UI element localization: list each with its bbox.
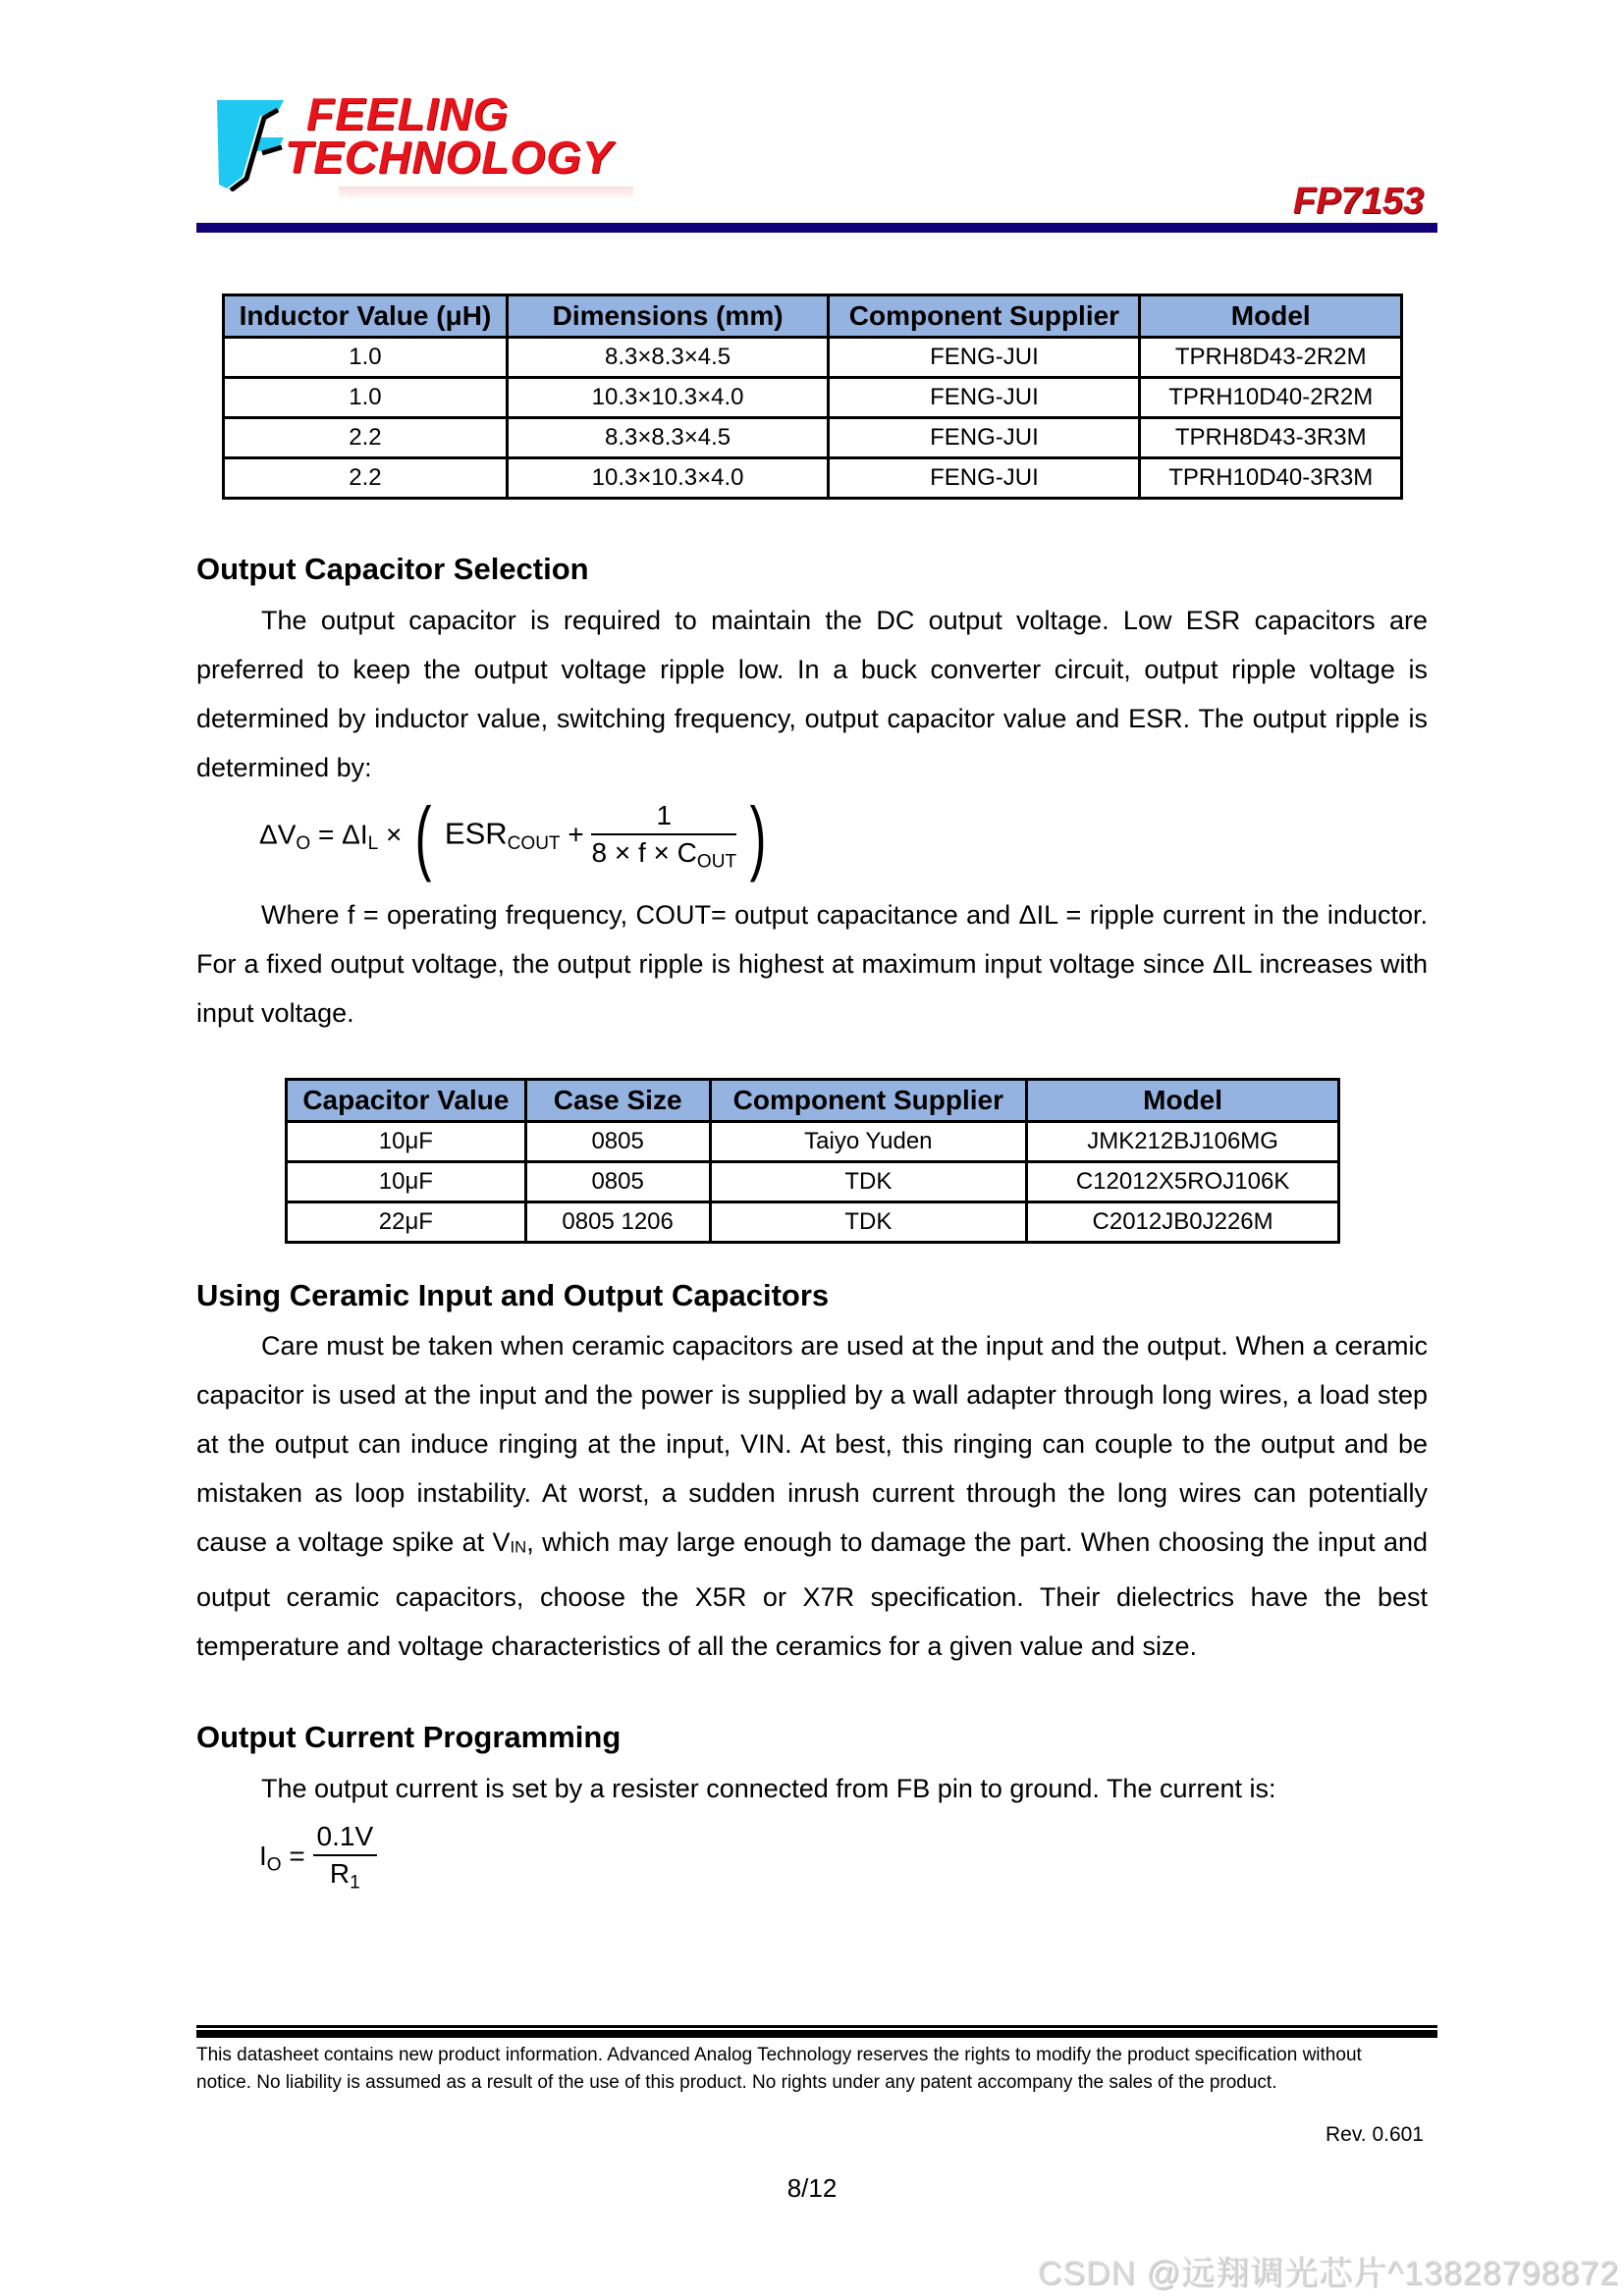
table-cell: FENG-JUI bbox=[829, 418, 1140, 458]
watermark: CSDN @远翔调光芯片^13828798872 bbox=[1037, 2255, 1619, 2292]
section-heading-ceramic-capacitors: Using Ceramic Input and Output Capacitors bbox=[196, 1278, 830, 1312]
page-number: 8/12 bbox=[786, 2173, 838, 2203]
table-cell: TPRH8D43-3R3M bbox=[1140, 418, 1402, 458]
paragraph-ceramic-capacitors: Care must be taken when ceramic capacitors are used at the input and the output. When a ceramic capacitor is used at the input and the power is supplied by a wall adapter through long wires, a load step at the output can induce ringing at the input, VIN. At best, this ringing can couple to the output and be mistaken as loop instability. At worst, a sudden inrush current through the long wires can potentially cause a voltage spike at $V_{IN}$, which may large enough to damage the part. When choosing the input and output ceramic capacitors, choose the X5R or X7R specification. Their dielectrics have the best temperature and voltage characteristics of all the ceramics for a given value and size. bbox=[196, 1331, 1428, 1661]
table-cell: JMK212BJ106MG bbox=[1027, 1122, 1339, 1162]
table-cell: 8.3×8.3×4.5 bbox=[507, 418, 829, 458]
column-header: Capacitor Value bbox=[287, 1080, 526, 1122]
table-row bbox=[224, 458, 1402, 499]
section-heading-current-programming: Output Current Programming bbox=[196, 1720, 622, 1754]
table-row bbox=[224, 418, 1402, 458]
table-cell: 2.2 bbox=[224, 418, 508, 458]
table-cell: 10μF bbox=[287, 1162, 526, 1202]
table-header-row bbox=[287, 1080, 1339, 1122]
column-header: Model bbox=[1027, 1080, 1339, 1122]
fraction: $\frac{0.1V}{R_1}$ bbox=[313, 1821, 378, 1895]
column-header: Component Supplier bbox=[829, 295, 1140, 338]
table-cell: 1.0 bbox=[224, 338, 508, 378]
fraction: $\frac{1}{8 \times f \times C_{OUT}}$ bbox=[591, 799, 737, 873]
table-cell: FENG-JUI bbox=[829, 338, 1140, 378]
table-cell: 0805 1206 bbox=[525, 1202, 710, 1243]
table-cell: Taiyo Yuden bbox=[710, 1122, 1027, 1162]
table-row bbox=[287, 1162, 1339, 1202]
company-logo bbox=[201, 90, 633, 198]
table-cell: 8.3×8.3×4.5 bbox=[507, 338, 829, 378]
table-cell: FENG-JUI bbox=[829, 458, 1140, 499]
column-header: Model bbox=[1140, 295, 1402, 338]
table-cell: 0805 bbox=[525, 1162, 710, 1202]
output-current-formula: $I_O$ = $\frac{0.1V}{R_1}$ bbox=[259, 1821, 377, 1895]
column-header: Dimensions (mm) bbox=[507, 295, 829, 338]
column-header: Component Supplier bbox=[710, 1080, 1027, 1122]
table-cell: 22μF bbox=[287, 1202, 526, 1243]
logo-line-2: TECHNOLOGY bbox=[285, 132, 614, 183]
revision-label: Rev. 0.601 bbox=[1325, 2123, 1424, 2146]
left-paren: ( bbox=[414, 790, 432, 882]
footer-divider-thin bbox=[196, 2025, 1437, 2028]
paragraph-current-programming: The output current is set by a resister connected from FB pin to ground. The current is: bbox=[261, 1774, 1276, 1803]
logo-line-1: FEELING bbox=[306, 88, 510, 139]
table-cell: 10.3×10.3×4.0 bbox=[507, 458, 829, 499]
disclaimer-line-1: This datasheet contains new product information. Advanced Analog Technology reserves the rights to modify the product specification without bbox=[196, 2045, 1362, 2065]
table-cell: TPRH8D43-2R2M bbox=[1140, 338, 1402, 378]
table-row bbox=[224, 378, 1402, 418]
table-cell: C2012JB0J226M bbox=[1027, 1202, 1339, 1243]
capacitor-table bbox=[285, 1078, 1340, 1244]
paragraph-ripple-definition: Where f = operating frequency, COUT= output capacitance and ΔIL = ripple current in the inductor. For a fixed output voltage, the output ripple is highest at maximum input voltage since ΔIL increases with input voltage. bbox=[196, 900, 1428, 1028]
inductor-table bbox=[222, 294, 1403, 500]
logo-reflection bbox=[339, 187, 633, 200]
column-header: Case Size bbox=[525, 1080, 710, 1122]
table-row bbox=[287, 1122, 1339, 1162]
table-cell: 1.0 bbox=[224, 378, 508, 418]
ripple-voltage-formula: $\Delta V_O = \Delta I_L$ × ( $ESR_{COUT}$ + $\frac{1}{8 \times f \times C_{OUT}}$ ) bbox=[259, 790, 767, 882]
table-cell: TDK bbox=[710, 1162, 1027, 1202]
header-divider bbox=[196, 223, 1437, 233]
disclaimer bbox=[196, 2042, 1437, 2097]
table-header-row bbox=[224, 295, 1402, 338]
table-row bbox=[224, 338, 1402, 378]
section-heading-output-capacitor: Output Capacitor Selection bbox=[196, 552, 589, 586]
table-cell: C12012X5ROJ106K bbox=[1027, 1162, 1339, 1202]
table-cell: 2.2 bbox=[224, 458, 508, 499]
column-header: Inductor Value (μH) bbox=[224, 295, 508, 338]
logo-wordmark bbox=[285, 88, 614, 183]
table-cell: 0805 bbox=[525, 1122, 710, 1162]
table-cell: TPRH10D40-2R2M bbox=[1140, 378, 1402, 418]
table-cell: FENG-JUI bbox=[829, 378, 1140, 418]
logo-f-icon bbox=[213, 98, 292, 191]
disclaimer-line-2: notice. No liability is assumed as a result of the use of this product. No rights under any patent accompany the sales of the product. bbox=[196, 2072, 1277, 2093]
table-row bbox=[287, 1202, 1339, 1243]
table-cell: TPRH10D40-3R3M bbox=[1140, 458, 1402, 499]
table-cell: TDK bbox=[710, 1202, 1027, 1243]
paragraph-output-capacitor: The output capacitor is required to maintain the DC output voltage. Low ESR capacitors are preferred to keep the output voltage ripple low. In a buck converter circuit, output ripple voltage is determined by inductor value, switching frequency, output capacitor value and ESR. The output ripple is determined by: bbox=[196, 606, 1428, 782]
table-cell: 10μF bbox=[287, 1122, 526, 1162]
part-number: FP7153 bbox=[1292, 181, 1424, 222]
right-paren: ) bbox=[749, 790, 767, 882]
table-cell: 10.3×10.3×4.0 bbox=[507, 378, 829, 418]
footer-divider-thick bbox=[196, 2030, 1437, 2038]
